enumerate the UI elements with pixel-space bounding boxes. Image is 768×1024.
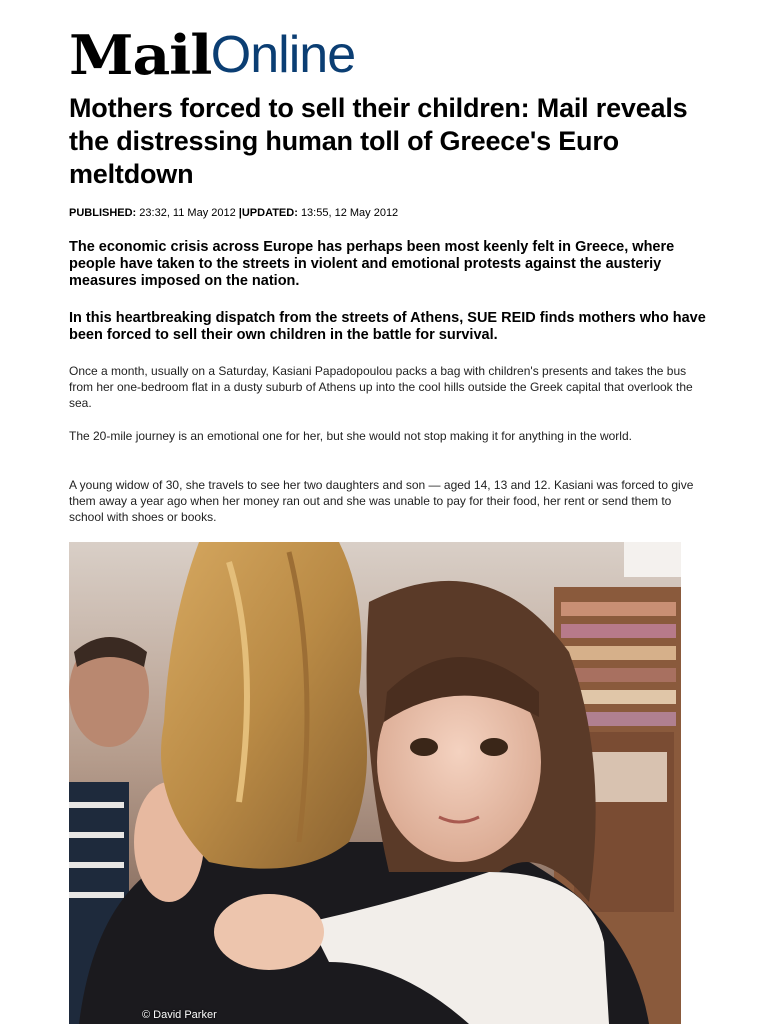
article-paragraph: A young widow of 30, she travels to see her two daughters and son — aged 14, 13 and 12. Kasiani was forced to give them away a year ago when her money ran out and she was unable to pay for their food, her rent or send them to school with shoes or books. [69, 478, 694, 524]
photo-credit: © David Parker [142, 1009, 217, 1021]
updated-label: UPDATED: [241, 207, 298, 219]
article-paragraph: The 20-mile journey is an emotional one for her, but she would not stop making it for anything in the world. [69, 429, 632, 443]
published-label: PUBLISHED: [69, 207, 137, 219]
mailonline-logo[interactable] [69, 22, 356, 87]
dateline-separator: | [238, 207, 242, 219]
logo-mail-wordmark: Mail [69, 23, 212, 87]
article-lede: In this heartbreaking dispatch from the streets of Athens, SUE REID finds mothers who have been forced to sell their own children in the battle for survival. [69, 310, 706, 343]
photo-illustration [69, 542, 681, 1024]
updated-date: 13:55, 12 May 2012 [300, 207, 399, 219]
article-lede: The economic crisis across Europe has perhaps been most keenly felt in Greece, where people have taken to the streets in violent and emotional protests against the austeriy measures imposed on the nation. [69, 239, 675, 289]
article-dateline [69, 206, 398, 220]
published-date: 23:32, 11 May 2012 [139, 207, 236, 219]
article-paragraph: Once a month, usually on a Saturday, Kasiani Papadopoulou packs a bag with children's presents and takes the bus from her one-bedroom flat in a dusty suburb of Athens up into the cool hills outside the Greek capital that overlook the sea. [69, 364, 693, 410]
article-photo[interactable] [69, 542, 681, 1024]
logo-online-wordmark: Online [210, 26, 356, 84]
article-headline: Mothers forced to sell their children: Mail reveals the distressing human toll of Greece's Euro meltdown [69, 93, 688, 189]
